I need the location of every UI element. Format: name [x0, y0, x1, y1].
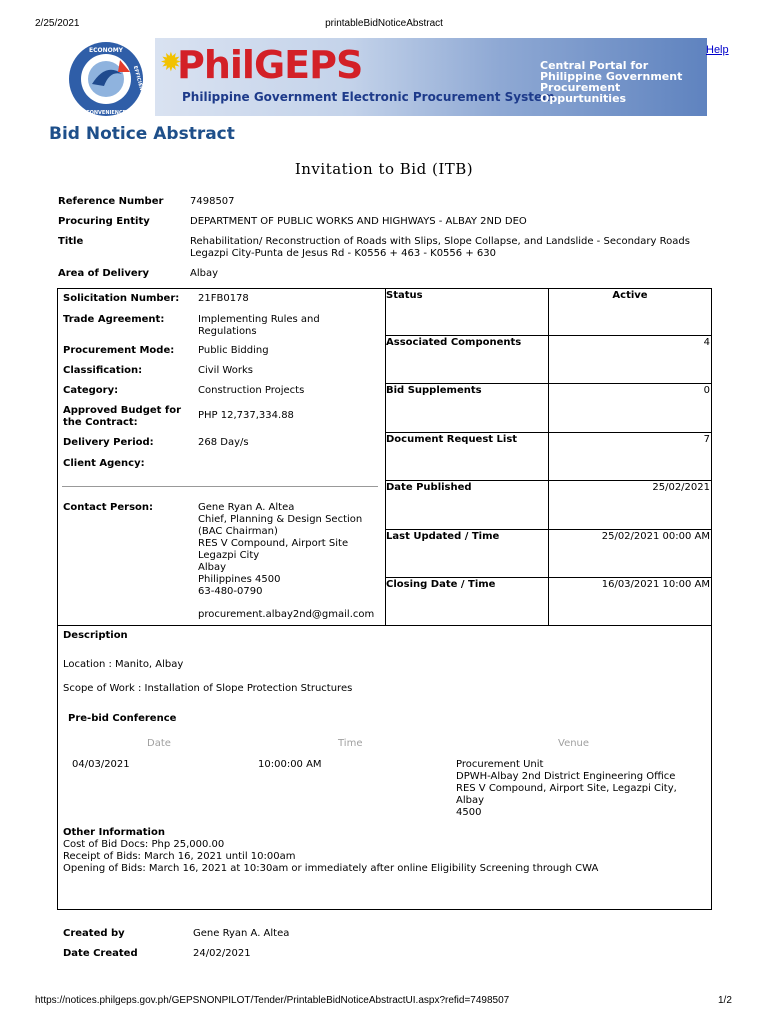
procurement-mode-value: Public Bidding	[198, 345, 269, 356]
contact-line: (BAC Chairman)	[198, 526, 278, 537]
document-request-list-value: 7	[703, 434, 710, 445]
prebid-date-header: Date	[147, 738, 171, 749]
prebid-time-value: 10:00:00 AM	[258, 759, 322, 770]
seal-text-right: EFFICIENCY	[131, 65, 146, 99]
seal-text-bottom: CONVENIENCE	[85, 110, 127, 116]
prebid-venue-value	[456, 759, 677, 819]
prebid-date-value: 04/03/2021	[72, 759, 130, 770]
closing-date-label: Closing Date / Time	[386, 579, 496, 590]
contact-person-label: Contact Person:	[63, 502, 154, 513]
date-created-value: 24/02/2021	[193, 948, 251, 959]
description-label: Description	[63, 630, 128, 641]
delivery-period-value: 268 Day/s	[198, 437, 249, 448]
row-divider	[385, 577, 712, 578]
row-divider	[385, 529, 712, 530]
seal-text-top: ECONOMY	[88, 47, 124, 54]
contact-line: 63-480-0790	[198, 586, 263, 597]
contact-line: Albay	[198, 562, 227, 573]
other-info-line: Receipt of Bids: March 16, 2021 until 10:00am	[63, 851, 296, 862]
created-by-label: Created by	[63, 928, 125, 939]
print-page-title: printableBidNoticeAbstract	[325, 18, 443, 29]
document-request-list-label: Document Request List	[386, 434, 518, 445]
print-url: https://notices.philgeps.gov.ph/GEPSNONPILOT/Tender/PrintableBidNoticeAbstractUI.aspx?refid=7498507	[35, 995, 510, 1006]
category-label: Category:	[63, 385, 119, 396]
help-link[interactable]: Help	[706, 44, 729, 56]
solicitation-number-label: Solicitation Number:	[63, 293, 180, 304]
contact-line: Gene Ryan A. Altea	[198, 502, 295, 513]
classification-value: Civil Works	[198, 365, 253, 376]
associated-components-value: 4	[703, 337, 710, 348]
area-of-delivery-value: Albay	[190, 268, 219, 279]
philgeps-banner	[155, 38, 707, 116]
trade-agreement-label: Trade Agreement:	[63, 314, 165, 325]
procuring-entity-value: DEPARTMENT OF PUBLIC WORKS AND HIGHWAYS - ALBAY 2ND DEO	[190, 216, 527, 227]
contact-line: Legazpi City	[198, 550, 260, 561]
reference-number-value: 7498507	[190, 196, 235, 207]
classification-label: Classification:	[63, 365, 143, 376]
last-updated-value: 25/02/2021 00:00 AM	[601, 531, 710, 542]
banner-logo-text: PhilGEPS	[177, 43, 363, 87]
page-title: Bid Notice Abstract	[49, 124, 235, 144]
row-divider	[385, 432, 712, 433]
procuring-entity-label: Procuring Entity	[58, 216, 150, 227]
contact-email: procurement.albay2nd@gmail.com	[198, 609, 375, 620]
row-divider	[385, 383, 712, 384]
other-info-line: Opening of Bids: March 16, 2021 at 10:30am or immediately after online Eligibility Screening through CWA	[63, 863, 599, 874]
venue-line: Procurement Unit	[456, 759, 544, 770]
category-value: Construction Projects	[198, 385, 305, 396]
philgeps-seal-logo	[66, 40, 146, 118]
closing-date-value: 16/03/2021 10:00 AM	[601, 579, 710, 590]
banner-tagline-line-2: Philippine Government	[540, 70, 683, 83]
contact-line: RES V Compound, Airport Site	[198, 538, 349, 549]
banner-tagline	[540, 60, 707, 104]
client-agency-label: Client Agency:	[63, 458, 145, 469]
area-of-delivery-label: Area of Delivery	[58, 268, 150, 279]
prebid-conference-label: Pre-bid Conference	[68, 713, 177, 724]
notice-type-heading: Invitation to Bid (ITB)	[294, 160, 474, 178]
reference-number-label: Reference Number	[58, 196, 164, 207]
bid-supplements-value: 0	[703, 385, 710, 396]
title-value-line-1: Rehabilitation/ Reconstruction of Roads with Slips, Slope Collapse, and Landslide - Secondary Roads	[190, 236, 690, 247]
description-divider	[57, 625, 712, 626]
status-label: Status	[386, 290, 423, 301]
associated-components-label: Associated Components	[386, 337, 522, 348]
venue-line: 4500	[456, 807, 482, 818]
solicitation-number-value: 21FB0178	[198, 293, 249, 304]
banner-subtitle: Philippine Government Electronic Procurement System	[182, 90, 555, 104]
prebid-venue-header: Venue	[558, 738, 590, 749]
contact-person-block	[198, 502, 362, 598]
other-information-text	[63, 839, 598, 875]
contact-line: Chief, Planning & Design Section	[198, 514, 363, 525]
approved-budget-label-line-2: the Contract:	[63, 417, 138, 428]
approved-budget-label-line-1: Approved Budget for	[63, 405, 182, 416]
date-published-value: 25/02/2021	[652, 482, 710, 493]
trade-agreement-value-line-1: Implementing Rules and	[198, 314, 320, 325]
banner-tagline-line-1: Central Portal for	[540, 59, 649, 72]
delivery-period-label: Delivery Period:	[63, 437, 154, 448]
contact-divider	[62, 486, 378, 487]
other-information-label: Other Information	[63, 827, 165, 838]
row-divider	[385, 335, 712, 336]
other-info-line: Cost of Bid Docs: Php 25,000.00	[63, 839, 225, 850]
created-by-value: Gene Ryan A. Altea	[193, 928, 290, 939]
trade-agreement-value-line-2: Regulations	[198, 326, 257, 337]
prebid-time-header: Time	[338, 738, 363, 749]
contact-line: Philippines 4500	[198, 574, 281, 585]
print-date: 2/25/2021	[35, 18, 80, 29]
bid-supplements-label: Bid Supplements	[386, 385, 482, 396]
date-published-label: Date Published	[386, 482, 472, 493]
title-label: Title	[58, 236, 84, 247]
row-divider	[385, 480, 712, 481]
venue-line: RES V Compound, Airport Site, Legazpi City,	[456, 783, 677, 794]
banner-tagline-line-3: Procurement Oppurtunities	[540, 81, 627, 105]
status-badge: Active	[612, 290, 648, 301]
last-updated-label: Last Updated / Time	[386, 531, 500, 542]
sun-icon: ✹	[160, 48, 182, 78]
date-created-label: Date Created	[63, 948, 138, 959]
venue-line: DPWH-Albay 2nd District Engineering Office	[456, 771, 676, 782]
approved-budget-value: PHP 12,737,334.88	[198, 410, 294, 421]
title-value-line-2: Legazpi City-Punta de Jesus Rd - K0556 + 463 - K0556 + 630	[190, 248, 496, 259]
scope-of-work-text: Scope of Work : Installation of Slope Protection Structures	[63, 683, 353, 694]
print-page-count: 1/2	[718, 995, 732, 1006]
location-text: Location : Manito, Albay	[63, 659, 184, 670]
venue-line: Albay	[456, 795, 485, 806]
procurement-mode-label: Procurement Mode:	[63, 345, 175, 356]
